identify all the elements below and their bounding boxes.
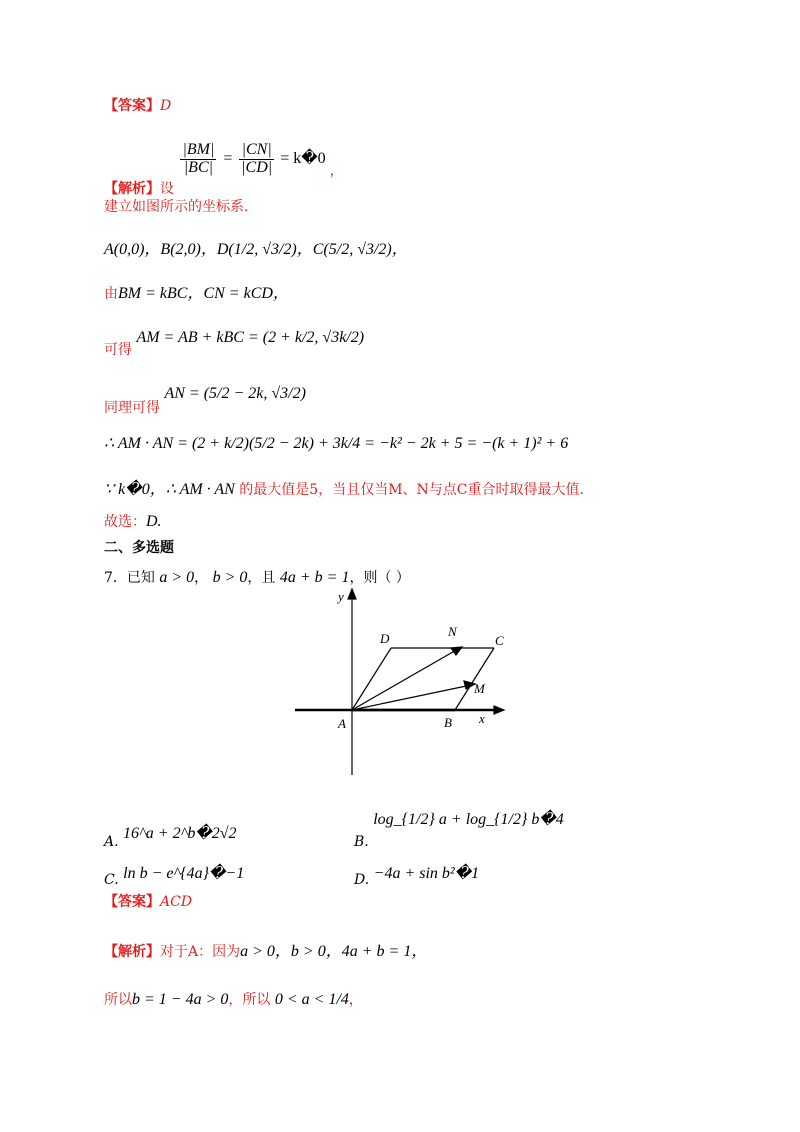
vector-am	[352, 685, 471, 710]
answer-7-bracket: 【答案】	[104, 894, 160, 910]
label-y: y	[338, 589, 344, 604]
option-b-expr: log_{1/2} a + log_{1/2} b�4	[373, 811, 564, 828]
label-a: A	[338, 716, 346, 731]
q7-cond-b: b > 0	[212, 569, 248, 586]
choose-line	[104, 512, 162, 531]
label-n: N	[448, 624, 457, 639]
analysis-7-line-2	[104, 990, 363, 1009]
vector-an	[352, 649, 458, 710]
option-a-expr: 16^a + 2^b�2√2	[123, 825, 237, 842]
q7-cond-a: a > 0	[159, 569, 195, 586]
answer-value: D	[160, 98, 172, 114]
option-c-label: C.	[104, 872, 119, 888]
max-text: 的最大值是5，当且仅当M、N与点C重合时取得最大值.	[239, 482, 584, 498]
ratio-bm: |BM|	[182, 141, 215, 158]
option-a-label: A.	[104, 834, 119, 850]
analysis-7-conds: a > 0，b > 0，4a + b = 1，	[240, 943, 428, 960]
dot-product-line: ∴ AM · AN = (2 + k/2)(5/2 − 2k) + 3k/4 = −k² − 2k + 5 = −(k + 1)² + 6	[104, 435, 569, 452]
answer-6	[104, 98, 171, 115]
option-a[interactable]	[104, 824, 237, 850]
vector-relation-expr: BM = kBC，CN = kCD，	[118, 285, 289, 302]
answer-bracket: 【答案】	[104, 98, 160, 114]
an-line	[104, 384, 306, 416]
option-b-label: B.	[354, 834, 369, 850]
ratio-bc: |BC|	[183, 158, 214, 176]
analysis-intro: 设	[160, 180, 174, 197]
from-label: 由	[104, 286, 118, 302]
parallelogram-figure	[290, 585, 510, 780]
label-b: B	[444, 715, 452, 730]
option-d-label: D.	[354, 872, 370, 888]
answer-7	[104, 894, 192, 911]
am-expr: AM = AB + kBC = (2 + k/2, √3k/2)	[136, 329, 365, 346]
analysis-7-pre: 对于A：因为	[160, 944, 241, 960]
analysis-7-line-1	[104, 942, 427, 961]
because-expr: ∵ k�0，∴ AM · AN	[104, 481, 235, 498]
side-bc	[455, 648, 494, 710]
comma: ，	[329, 162, 344, 179]
ratio-k: = k�0	[280, 149, 326, 167]
am-line	[104, 328, 365, 358]
option-c[interactable]	[104, 864, 245, 888]
ratio-cn: |CN|	[239, 142, 274, 160]
an-expr: AN = (5/2 − 2k, √3/2)	[164, 385, 306, 402]
keyi-label: 可得	[104, 342, 132, 358]
analysis-6-ratio: 【解析】设 $\frac{|BM|}{|BC|}$ = $\frac{|CN|}{|CD|}$ = k�0 ，	[104, 141, 344, 197]
question-7-stem: 7．已知 a > 0， b > 0，且 4a + b = 1，则（ ）	[104, 569, 410, 586]
q7-then: ，则（ ）	[349, 570, 410, 586]
label-c: C	[495, 633, 504, 648]
section-heading: 二、多选题	[104, 540, 174, 556]
analysis-bracket: 【解析】	[104, 180, 160, 197]
end-comma: ，	[348, 992, 363, 1008]
coords-line: A(0,0)，B(2,0)，D(1/2, √3/2)，C(5/2, √3/2)，	[104, 241, 408, 258]
label-d: D	[380, 631, 390, 646]
option-b[interactable]	[354, 810, 564, 850]
b-expr: b = 1 − 4a > 0	[132, 991, 229, 1008]
suoyi-2: ，所以	[228, 992, 271, 1008]
q7-cond-sum: 4a + b = 1	[279, 569, 350, 586]
option-c-expr: ln b − e^{4a}�−1	[123, 865, 245, 882]
max-line	[104, 480, 584, 499]
choose-value: D.	[146, 513, 162, 530]
tongli-label: 同理可得	[104, 400, 160, 416]
vector-relation	[104, 284, 289, 303]
q7-and: ，且	[247, 570, 276, 586]
ratio-cd: |CD|	[241, 158, 273, 176]
choose-label: 故选：	[104, 514, 146, 530]
analysis-7-bracket: 【解析】	[104, 944, 160, 960]
q7-prefix: 7．已知	[104, 570, 155, 586]
option-d-expr: −4a + sin b²�1	[373, 865, 480, 882]
label-m: M	[474, 681, 485, 696]
suoyi-1: 所以	[104, 992, 132, 1008]
side-da	[352, 648, 391, 710]
setup-text: 建立如图所示的坐标系.	[104, 199, 249, 215]
answer-7-value: ACD	[160, 894, 193, 910]
label-x: x	[479, 711, 485, 726]
option-d[interactable]	[354, 864, 480, 888]
a-range: 0 < a < 1/4	[274, 991, 349, 1008]
